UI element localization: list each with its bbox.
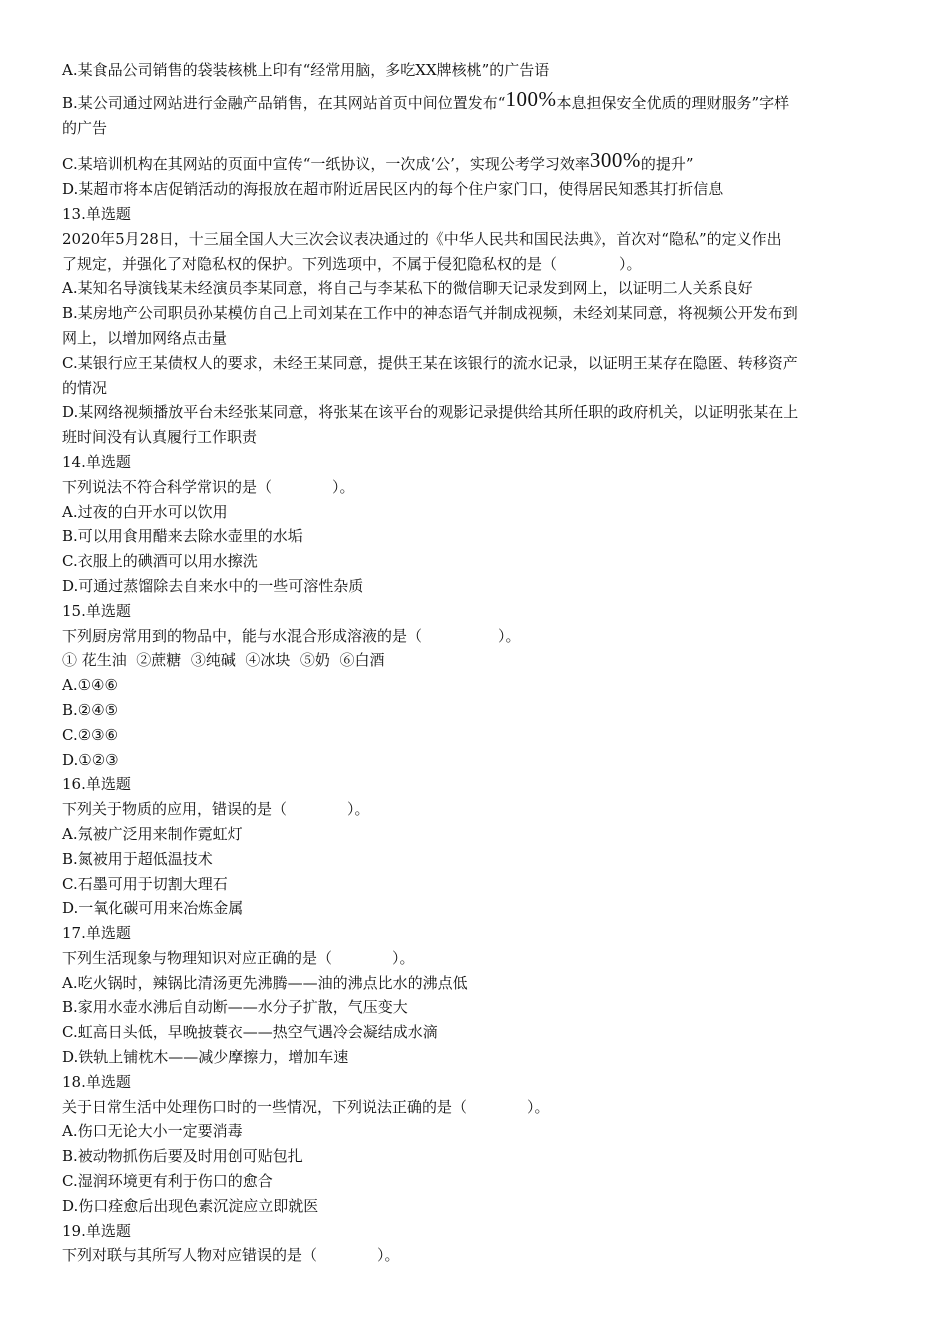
question-13-option-d: D.某网络视频播放平台未经张某同意，将张某在该平台的观影记录提供给其所任职的政府机关，以证明张某在上 xyxy=(62,403,799,422)
question-18-option-c: C.湿润环境更有利于伤口的愈合 xyxy=(62,1172,273,1191)
question-14-stem-text: 下列说法不符合科学常识的是（ xyxy=(62,477,273,496)
question-13-option-b: B.某房地产公司职员孙某模仿自己上司刘某在工作中的神态语气并制成视频，未经刘某同意，将视频公开发布到 xyxy=(62,304,798,323)
question-18-option-b: B.被动物抓伤后要及时用创可贴包扎 xyxy=(62,1147,303,1166)
prev-option-c-percent: 300% xyxy=(589,148,641,173)
question-18-stem-end: ）。 xyxy=(527,1097,550,1116)
question-17-option-c: C.虹高日头低，早晚披蓑衣——热空气遇冷会凝结成水滴 xyxy=(62,1023,438,1042)
question-13-option-c: C.某银行应王某债权人的要求，未经王某同意，提供王某在该银行的流水记录，以证明王某存在隐匿、转移资产 xyxy=(62,353,798,372)
question-17-stem xyxy=(62,946,892,971)
question-14-stem-end: ）。 xyxy=(332,477,355,496)
question-13-stem-text: 了规定，并强化了对隐私权的保护。下列选项中，不属于侵犯隐私权的是（ xyxy=(62,254,558,273)
question-13-option-a: A.某知名导演钱某未经演员李某同意，将自己与李某私下的微信聊天记录发到网上，以证明二人关系良好 xyxy=(62,279,753,298)
question-17-stem-text: 下列生活现象与物理知识对应正确的是（ xyxy=(62,948,333,967)
question-16-stem-end: ）。 xyxy=(347,800,370,819)
question-15-stem-end: ）。 xyxy=(498,626,521,645)
question-17-option-b: B.家用水壶水沸后自动断——水分子扩散，气压变大 xyxy=(62,998,408,1017)
question-18-stem-text: 关于日常生活中处理伤口时的一些情况，下列说法正确的是（ xyxy=(62,1097,468,1116)
question-17-option-a: A.吃火锅时，辣锅比清汤更先沸腾——油的沸点比水的沸点低 xyxy=(62,973,468,992)
question-16-option-a: A.氖被广泛用来制作霓虹灯 xyxy=(62,824,243,843)
question-13-stem-end: ）。 xyxy=(619,254,642,273)
question-16-option-b: B.氮被用于超低温技术 xyxy=(62,849,213,868)
question-17-option-d: D.铁轨上铺枕木——减少摩擦力，增加车速 xyxy=(62,1048,349,1067)
prev-option-b-percent: 100% xyxy=(505,86,557,111)
prev-option-c xyxy=(62,148,892,177)
question-13-option-c-cont: 的情况 xyxy=(62,378,108,397)
question-15-header: 15.单选题 xyxy=(62,601,131,620)
question-19-stem xyxy=(62,1243,892,1268)
question-18-option-d: D.伤口痊愈后出现色素沉淀应立即就医 xyxy=(62,1196,319,1215)
question-15-option-b: B.②④⑤ xyxy=(62,700,119,719)
question-18-option-a: A.伤口无论大小一定要消毒 xyxy=(62,1122,243,1141)
question-15-items: ① 花生油 ②蔗糖 ③纯碱 ④冰块 ⑤奶 ⑥白酒 xyxy=(62,651,385,670)
prev-option-b-text-end: 本息担保安全优质的理财服务”字样 xyxy=(556,93,790,112)
question-16-header: 16.单选题 xyxy=(62,775,131,794)
question-17-stem-end: ）。 xyxy=(392,948,415,967)
prev-option-b-continued: 的广告 xyxy=(62,118,108,137)
question-14-option-a: A.过夜的白开水可以饮用 xyxy=(62,502,228,521)
prev-option-b xyxy=(62,87,892,116)
question-15-option-a: A.①④⑥ xyxy=(62,676,118,695)
question-19-header: 19.单选题 xyxy=(62,1221,131,1240)
question-15-option-d: D.①②③ xyxy=(62,750,119,769)
question-15-stem xyxy=(62,624,892,649)
document-page xyxy=(62,58,892,1268)
question-19-stem-end: ）。 xyxy=(377,1246,400,1265)
question-14-header: 14.单选题 xyxy=(62,452,131,471)
question-19-stem-text: 下列对联与其所写人物对应错误的是（ xyxy=(62,1246,318,1265)
question-13-option-d-cont: 班时间没有认真履行工作职责 xyxy=(62,428,258,447)
prev-option-c-text-end: 的提升” xyxy=(640,155,694,174)
question-16-option-c: C.石墨可用于切割大理石 xyxy=(62,874,228,893)
question-14-option-c: C.衣服上的碘酒可以用水擦洗 xyxy=(62,552,258,571)
question-13-stem-cont xyxy=(62,252,892,277)
prev-option-c-text: C.某培训机构在其网站的页面中宣传“一纸协议，一次成‘公’，实现公考学习效率 xyxy=(62,155,590,174)
prev-option-b-text: B.某公司通过网站进行金融产品销售，在其网站首页中间位置发布“ xyxy=(62,93,506,112)
question-14-option-d: D.可通过蒸馏除去自来水中的一些可溶性杂质 xyxy=(62,576,364,595)
question-13-option-b-cont: 网上，以增加网络点击量 xyxy=(62,328,228,347)
question-14-stem xyxy=(62,475,892,500)
question-13-stem: 2020年5月28日，十三届全国人大三次会议表决通过的《中华人民共和国民法典》，首次对“隐私”的定义作出 xyxy=(62,229,782,248)
question-17-header: 17.单选题 xyxy=(62,924,131,943)
question-14-option-b: B.可以用食用醋来去除水壶里的水垢 xyxy=(62,527,303,546)
question-13-header: 13.单选题 xyxy=(62,204,131,223)
prev-option-a: A.某食品公司销售的袋装核桃上印有“经常用脑，多吃XX牌核桃”的广告语 xyxy=(62,61,550,79)
question-18-header: 18.单选题 xyxy=(62,1072,131,1091)
question-16-stem xyxy=(62,797,892,822)
prev-option-d: D.某超市将本店促销活动的海报放在超市附近居民区内的每个住户家门口，使得居民知悉其打折信息 xyxy=(62,180,724,199)
question-15-option-c: C.②③⑥ xyxy=(62,725,119,744)
question-15-stem-text: 下列厨房常用到的物品中，能与水混合形成溶液的是（ xyxy=(62,626,423,645)
question-18-stem xyxy=(62,1095,892,1120)
question-16-option-d: D.一氧化碳可用来冶炼金属 xyxy=(62,899,244,918)
question-16-stem-text: 下列关于物质的应用，错误的是（ xyxy=(62,800,288,819)
